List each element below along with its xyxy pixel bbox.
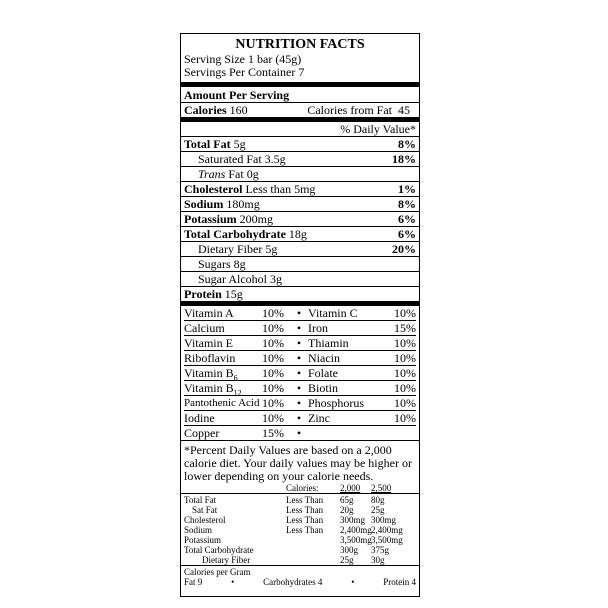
label-text: 20% xyxy=(392,242,416,256)
label-text: 0g xyxy=(246,167,259,181)
label-text: Less Than xyxy=(286,515,324,525)
label-text: Potassium xyxy=(184,535,222,545)
label-text: Saturated Fat xyxy=(198,152,262,166)
label-text: Niacin xyxy=(308,351,340,365)
label-text: Trans xyxy=(198,167,226,181)
nutrient-row-saturated-fat xyxy=(181,151,419,166)
calories-per-gram-label: Calories per Gram xyxy=(184,567,251,577)
amount-per-serving xyxy=(184,88,416,102)
label-text: 2,400mg xyxy=(371,525,403,535)
label-text: 3.5g xyxy=(264,152,286,166)
vitamin-row xyxy=(184,380,416,398)
label-text: 10% xyxy=(262,411,284,425)
bullet-icon: • xyxy=(296,381,302,395)
label-text: Vitamin E xyxy=(184,336,233,350)
label-text: Calcium xyxy=(184,321,225,335)
label-text: 2,400mg xyxy=(340,525,372,535)
calories-label: Calories xyxy=(184,103,227,117)
label-text: Dietary Fiber xyxy=(198,242,263,256)
vitamin-row xyxy=(184,350,416,365)
bullet-icon: • xyxy=(296,321,302,335)
label-text: 3,500mg xyxy=(371,535,403,545)
label-text: 8% xyxy=(398,137,416,151)
label-text: 15% xyxy=(262,426,284,440)
label-text: Vitamin C xyxy=(308,306,358,320)
calories-per-gram-section xyxy=(181,565,419,587)
label-text: 1% xyxy=(398,182,416,196)
servings-per-container: Servings Per Container 7 xyxy=(184,65,305,79)
label-text: 6% xyxy=(398,227,416,241)
label-text: 8% xyxy=(398,197,416,211)
label-text: 15g xyxy=(224,287,243,301)
label-text: 8g xyxy=(233,257,246,271)
label-text: 3,500mg xyxy=(340,535,372,545)
label-text: Pantothenic Acid xyxy=(184,397,260,409)
label-title: NUTRITION FACTS xyxy=(235,37,365,52)
label-text: 10% xyxy=(262,336,284,350)
label-text: Thiamin xyxy=(308,336,349,350)
label-text xyxy=(384,426,416,440)
label-text: 10% xyxy=(262,306,284,320)
label-text: 30g xyxy=(371,555,385,565)
label-text: 300mg xyxy=(340,515,366,525)
footnote-section xyxy=(181,440,419,493)
label-text: 5g xyxy=(233,137,246,151)
nutrient-row-total-carbohydrate xyxy=(181,226,419,241)
bullet-icon: • xyxy=(231,577,235,587)
bullet-icon: • xyxy=(296,366,302,380)
vitamin-row xyxy=(184,320,416,335)
label-text: Vitamin A xyxy=(184,306,234,320)
label-text: 25g xyxy=(340,555,354,565)
label-text: 10% xyxy=(394,396,416,410)
label-text: 10% xyxy=(394,381,416,395)
label-text: 10% xyxy=(394,366,416,380)
label-text: Total Carbohydrate xyxy=(184,545,254,555)
daily-value-footnote: *Percent Daily Values are based on a 2,000 calorie diet. Your daily values may be higher or lower depending on your calorie needs. xyxy=(184,443,412,483)
label-text: 80g xyxy=(371,495,385,505)
vitamin-row xyxy=(184,410,416,425)
label-text: Potassium xyxy=(184,212,237,226)
fat-per-gram: Fat 9 xyxy=(184,577,203,587)
label-text: Copper xyxy=(184,426,220,440)
label-text: Vitamin B xyxy=(184,366,234,380)
nutrient-row-potassium xyxy=(181,211,419,226)
label-text xyxy=(286,555,340,565)
label-text: Sugars xyxy=(198,257,231,271)
label-text: 10% xyxy=(394,336,416,350)
label-text: 6% xyxy=(398,212,416,226)
label-text: Sat Fat xyxy=(192,505,218,515)
nutrient-row-sugar-alcohol xyxy=(181,271,419,286)
label-text: 18% xyxy=(392,152,416,166)
label-text: 5g xyxy=(265,242,278,256)
label-text: 65g xyxy=(340,495,354,505)
label-text: Dietary Fiber xyxy=(202,555,251,565)
vitamin-row xyxy=(184,306,416,320)
label-text: 300mg xyxy=(371,515,397,525)
nutrient-row-sugars xyxy=(181,256,419,271)
nutrient-row-dietary-fiber xyxy=(181,241,419,256)
label-text: 10% xyxy=(394,306,416,320)
label-text: Sugar Alcohol xyxy=(198,272,267,286)
label-text: 200mg xyxy=(239,212,274,226)
label-text: 10% xyxy=(262,396,284,410)
label-text: Total Fat xyxy=(184,137,231,151)
calories-from-fat-label: Calories from Fat xyxy=(307,103,392,117)
amount-per-serving-section xyxy=(181,82,419,102)
bullet-icon: • xyxy=(296,336,302,350)
label-text xyxy=(286,545,340,555)
vitamin-row xyxy=(184,395,416,410)
label-text: Sodium xyxy=(184,525,213,535)
label-text: Zinc xyxy=(308,411,330,425)
label-text: Protein xyxy=(184,287,222,301)
vitamin-row xyxy=(184,365,416,383)
label-text: 10% xyxy=(394,351,416,365)
nutrition-facts-label xyxy=(180,33,420,597)
label-text: Vitamin B xyxy=(184,381,234,395)
label-text: Less Than xyxy=(286,505,324,515)
label-text xyxy=(306,426,384,440)
reference-table xyxy=(181,483,419,493)
label-text xyxy=(286,535,340,545)
bullet-icon: • xyxy=(296,306,302,320)
label-text: Total Fat xyxy=(184,495,217,505)
label-text: Iodine xyxy=(184,411,215,425)
label-text: 375g xyxy=(371,545,389,555)
bullet-icon: • xyxy=(351,577,355,587)
nutrient-row-total-fat xyxy=(181,136,419,151)
label-text: 6 xyxy=(233,373,238,383)
label-text: 10% xyxy=(262,381,284,395)
calories-value: 160 xyxy=(229,103,248,117)
vitamins-section xyxy=(181,301,419,440)
label-text: 10% xyxy=(262,351,284,365)
label-text: Iron xyxy=(308,321,328,335)
label-text: Phosphorus xyxy=(308,396,365,410)
nutrient-row-sodium xyxy=(181,196,419,211)
nutrient-row-cholesterol xyxy=(181,181,419,196)
vitamin-row xyxy=(184,335,416,350)
calories-per-gram-values xyxy=(181,577,419,587)
calories-row xyxy=(181,102,419,117)
label-text: 180mg xyxy=(226,197,260,211)
label-text: Total Carbohydrate xyxy=(184,227,286,241)
label-text: 10% xyxy=(394,411,416,425)
label-text: 12 xyxy=(233,388,242,398)
serving-size: Serving Size 1 bar (45g) xyxy=(184,52,302,66)
protein-per-gram: Protein 4 xyxy=(383,577,416,587)
label-text: 20g xyxy=(340,505,354,515)
label-text: 2,500 xyxy=(371,483,392,493)
label-text: Biotin xyxy=(308,381,339,395)
bullet-icon: • xyxy=(296,411,302,425)
label-text: Riboflavin xyxy=(184,351,236,365)
dv-header: % Daily Value* xyxy=(340,122,416,136)
label-text: Less Than xyxy=(286,495,324,505)
label-text: 2,000 xyxy=(340,483,361,493)
label-text: 10% xyxy=(262,366,284,380)
bullet-icon: • xyxy=(296,426,302,440)
nutrient-row-protein xyxy=(181,286,419,301)
amount-per-serving-label: Amount Per Serving xyxy=(184,88,290,102)
label-text: Folate xyxy=(308,366,338,380)
label-text: Less Than xyxy=(286,525,324,535)
reference-table-body xyxy=(181,493,419,565)
label-text xyxy=(184,483,286,493)
label-text: 300g xyxy=(340,545,358,555)
label-text: Sodium xyxy=(184,197,224,211)
label-text: 10% xyxy=(262,321,284,335)
label-text: 18g xyxy=(288,227,307,241)
calories-from-fat-value: 45 xyxy=(398,103,410,117)
label-text: Less than 5mg xyxy=(245,182,316,196)
label-text: Fat xyxy=(228,167,244,181)
label-text: 25g xyxy=(371,505,385,515)
nutrient-row-trans-fat xyxy=(181,166,419,181)
bullet-icon: • xyxy=(296,396,302,410)
label-text: Calories: xyxy=(286,483,319,493)
label-text: 3g xyxy=(270,272,282,286)
label-text: Cholesterol xyxy=(184,182,243,196)
dv-header-row xyxy=(181,117,419,136)
label-text: Cholesterol xyxy=(184,515,226,525)
carbs-per-gram: Carbohydrates 4 xyxy=(263,577,323,587)
label-text: 15% xyxy=(394,321,416,335)
bullet-icon: • xyxy=(296,351,302,365)
vitamin-row xyxy=(184,425,416,440)
